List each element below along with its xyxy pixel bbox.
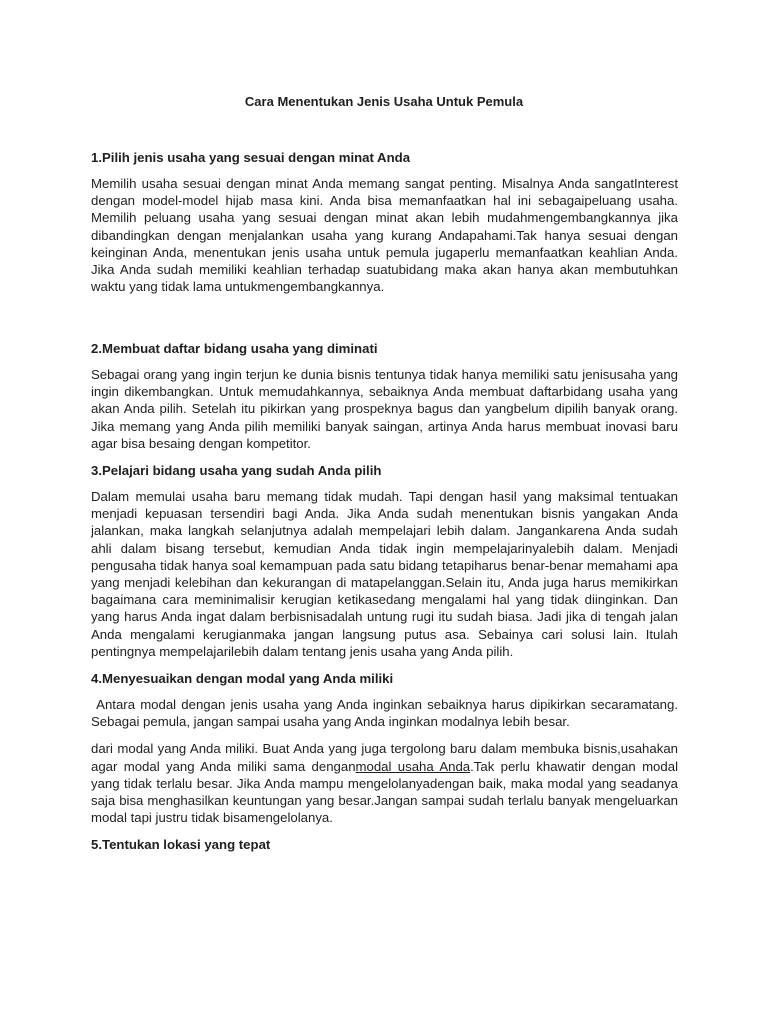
section-3 — [91, 462, 678, 660]
section-heading: 2.Membuat daftar bidang usaha yang diminati — [91, 341, 378, 356]
document-title: Cara Menentukan Jenis Usaha Untuk Pemula — [244, 94, 524, 109]
paragraph-text: .Tak perlu khawatir dengan modal yang tidak terlalu besar. Jika Anda mampu mengelolanyadengan baik, maka modal yang seadanya saja bisa menghasilkan keuntungan yang besar.Jangan sampai sudah terlalu banyak mengeluarkan modal tapi justru tidak bisamengelolanya. — [91, 758, 678, 826]
section-paragraph: Dalam memulai usaha baru memang tidak mudah. Tapi dengan hasil yang maksimal tentuakan menjadi kepuasan tersendiri bagi Anda. Jika Anda sudah menentukan bisnis yangakan Anda jalankan, maka langkah selanjutnya adalah mempelajari lebih dalam. Jangankarena Anda sudah ahli dalam bisang tersebut, kemudian Anda tidak ingin mempelajarinyalebih dalam. Menjadi pengusaha tidak hanya soal kemampuan pada satu bidang tetapiharus benar-benar memahami apa yang menjadi kelebihan dan kekurangan di matapelanggan.Selain itu, Anda juga harus memikirkan bagaimana cara meminimalisir kerugian ketikasedang mengalami hal yang tidak diinginkan. Dan yang harus Anda ingat dalam berbisnisadalah untung rugi itu sudah biasa. Jadi jika di tengah jalan Anda mengalami kerugianmaka jangan langsung putus asa. Sebainya cari solusi lain. Itulah pentingnya mempelajarilebih dalam tentang jenis usaha yang Anda pilih. — [91, 489, 678, 659]
section-5 — [91, 836, 678, 853]
section-2 — [91, 340, 678, 452]
document-body — [91, 149, 678, 862]
section-paragraph — [91, 740, 678, 826]
section-heading: 3.Pelajari bidang usaha yang sudah Anda pilih — [91, 463, 382, 479]
section-paragraph: Antara modal dengan jenis usaha yang Anda inginkan sebaiknya harus dipikirkan secaramatang. Sebagai pemula, jangan sampai usaha yang Anda inginkan modalnya lebih besar. — [91, 697, 678, 730]
section-heading: 1.Pilih jenis usaha yang sesuai dengan minat Anda — [91, 150, 411, 165]
section-4 — [91, 670, 678, 826]
paragraph-text: dari modal yang Anda miliki. Buat Anda yang juga tergolong baru dalam membuka bisnis,usahakan agar modal yang Anda miliki sama dengan — [91, 741, 678, 774]
modal-usaha-link[interactable]: modal usaha Anda — [355, 758, 471, 774]
section-paragraph: Memilih usaha sesuai dengan minat Anda memang sangat penting. Misalnya Anda sangatInterest dengan model-model hijab masa kini. Anda bisa memanfaatkan hal ini sebagaipeluang usaha. Memilih peluang usaha yang sesuai dengan minat akan lebih mudahmengembangkannya jika dibandingkan dengan menjalankan usaha yang kurang Andapahami.Tak hanya sesuai dengan keinginan Anda, menentukan jenis usaha untuk pemula jugaperlu memanfaatkan keahlian Anda. Jika Anda sudah memiliki keahlian terhadap suatubidang maka akan hanya akan membutuhkan waktu yang tidak lama untukmengembangkannya. — [91, 176, 678, 295]
section-heading: 4.Menyesuaikan dengan modal yang Anda miliki — [91, 671, 394, 687]
section-paragraph: Sebagai orang yang ingin terjun ke dunia bisnis tentunya tidak hanya memiliki satu jenisusaha yang ingin dikembangkan. Untuk memudahkannya, sebaiknya Anda membuat daftarbidang usaha yang akan Anda pilih. Setelah itu pikirkan yang prospeknya bagus dan yangbelum dipilih banyak orang. Jika memang yang Anda pilih memiliki banyak saingan, artinya Anda harus membuat inovasi baru agar bisa besaing dengan kompetitor. — [91, 367, 678, 451]
section-1 — [91, 149, 678, 330]
section-heading: 5.Tentukan lokasi yang tepat — [91, 837, 271, 853]
